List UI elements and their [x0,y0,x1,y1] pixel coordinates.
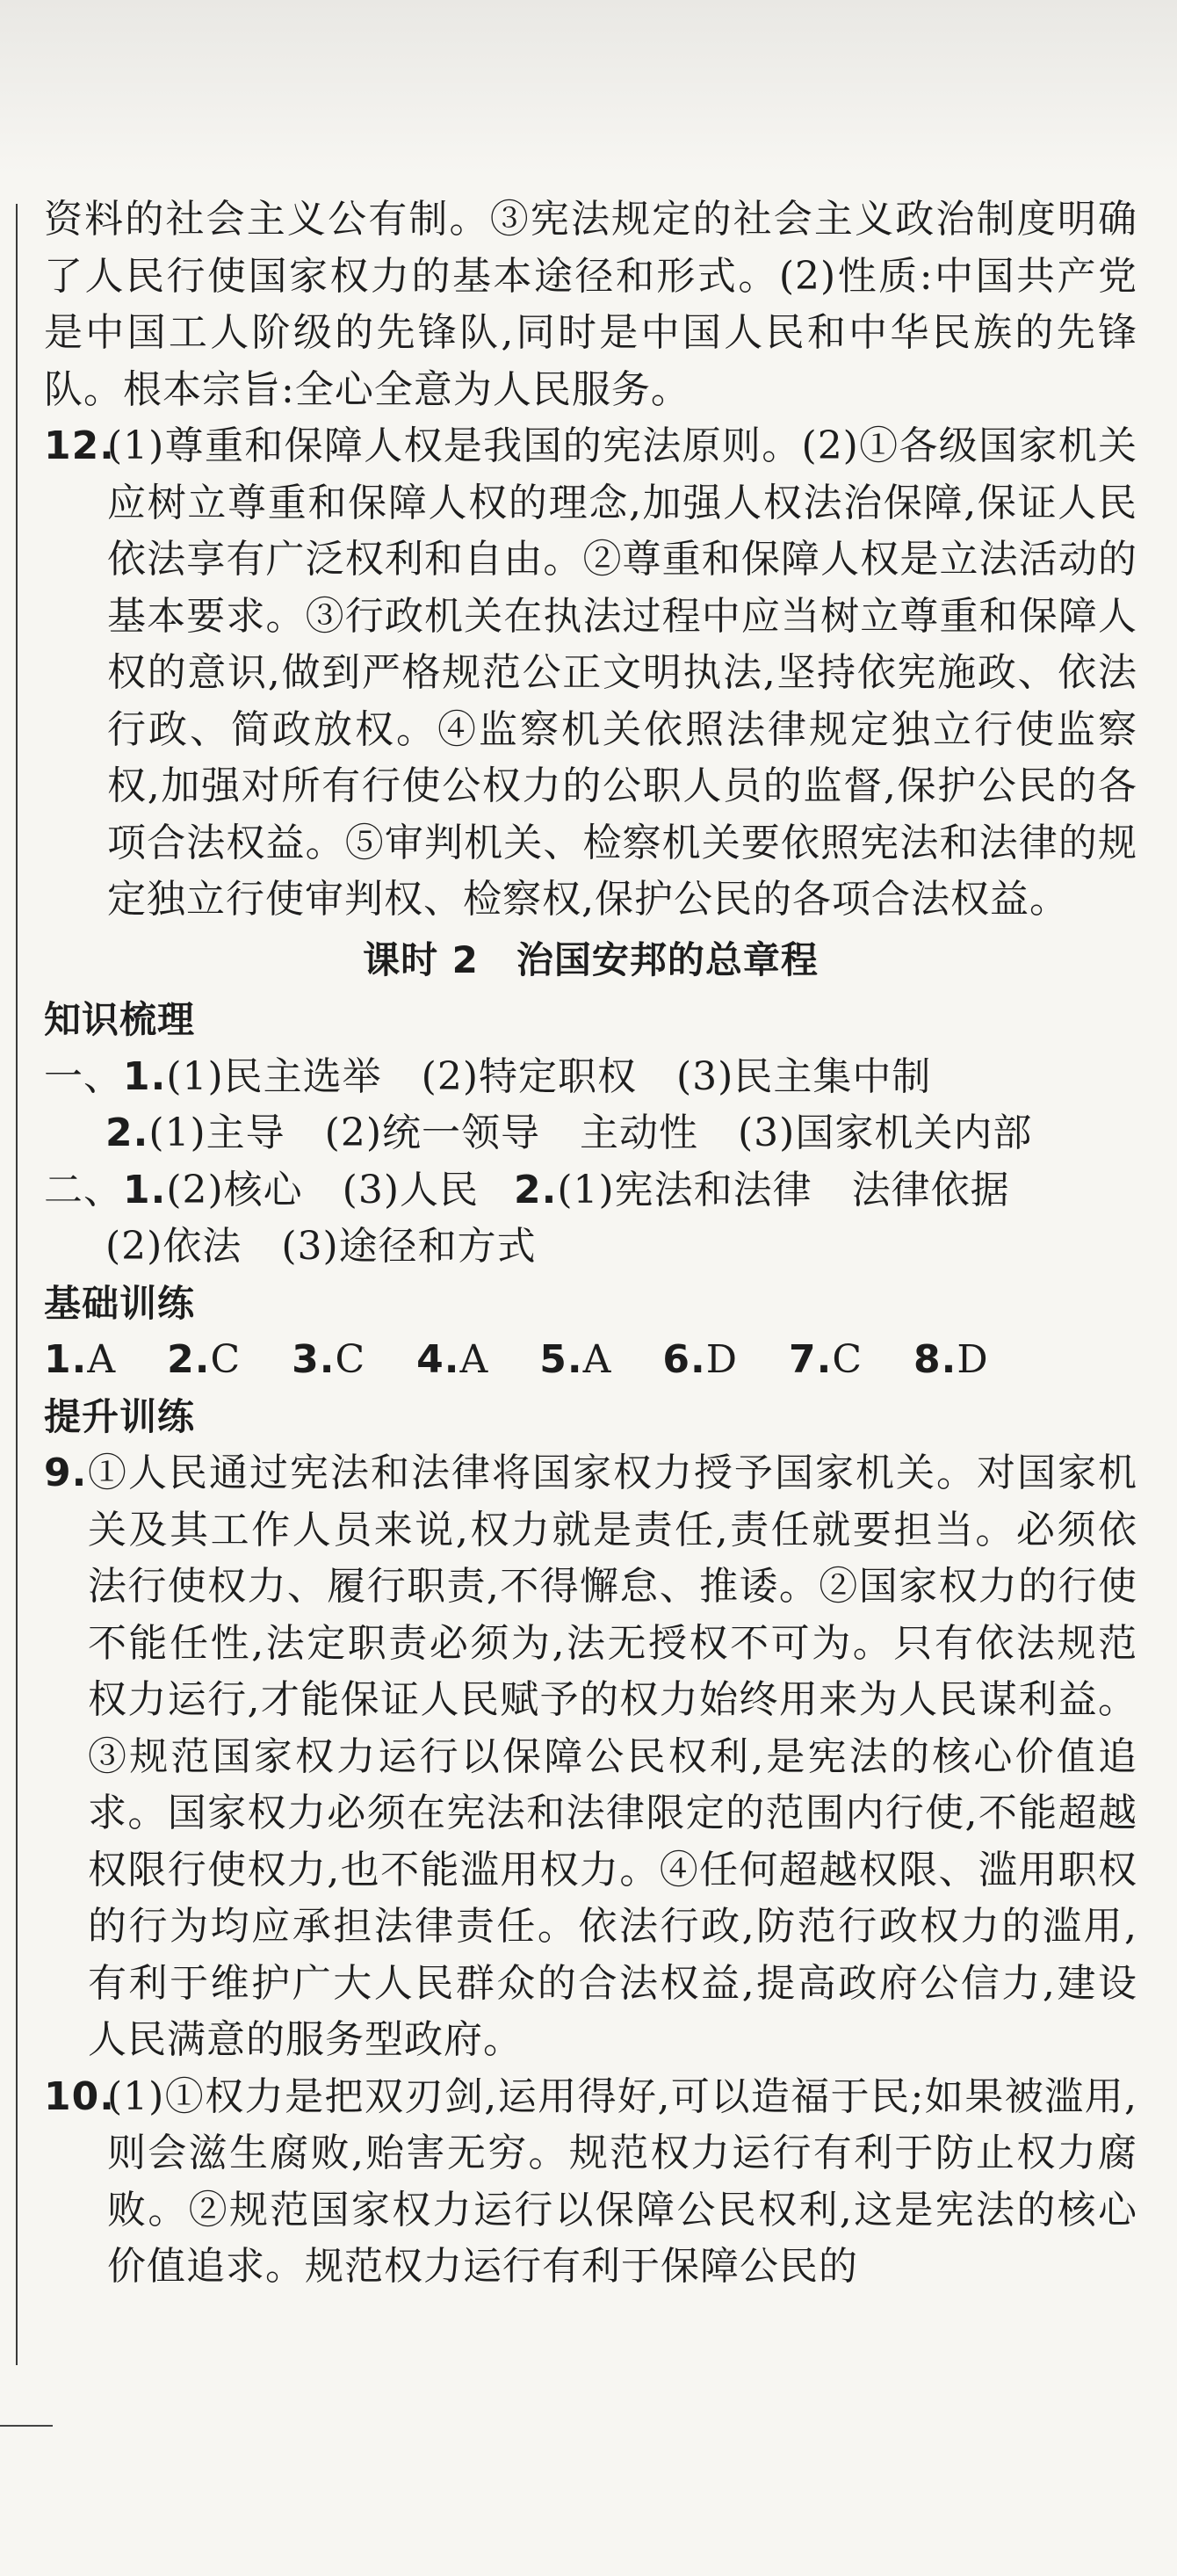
answer-item: 8.D [913,1337,989,1382]
footer-rule [0,2425,53,2427]
row-number: 1. [123,1167,167,1212]
answer-item: 1.A [44,1337,117,1382]
knowledge-row-3 [44,1162,1137,1219]
section-knowledge-title: 知识梳理 [44,998,196,1041]
question-number: 9. [44,1451,88,1495]
question-number: 10. [44,2073,115,2119]
row-text: (1)民主选举 (2)特定职权 (3)民主集中制 [166,1053,932,1099]
lesson-title: 课时 2 治国安邦的总章程 [363,937,819,981]
basic-answers [44,1332,1137,1389]
knowledge-row-1 [44,1049,1137,1106]
row-number: 1. [123,1053,167,1099]
row-prefix: 二、 [44,1167,123,1212]
question-answer: (1)①权力是把双刃剑,运用得好,可以造福于民;如果被滥用,则会滋生腐败,贻害无穷。规范权力运行有利于防止权力腐败。②规范国家权力运行以保障公民权利,这是宪法的核心价值追求。规范权力运行有利于保障公民的 [107,2073,1137,2289]
row-number: 2. [105,1111,149,1155]
answer-item: 5.A [539,1337,612,1382]
row-number-2: 2. [514,1167,558,1212]
question-12 [44,418,1137,929]
continuation-text: 资料的社会主义公有制。③宪法规定的社会主义政治制度明确了人民行使国家权力的基本途径和形式。(2)性质:中国共产党是中国工人阶级的先锋队,同时是中国人民和中华民族的先锋队。根本宗旨:全心全意为人民服务。 [44,197,1137,412]
row-prefix: 一、 [44,1053,123,1099]
question-answer: ①人民通过宪法和法律将国家权力授予国家机关。对国家机关及其工作人员来说,权力就是责任,责任就要担当。必须依法行使权力、履行职责,不得懈怠、推诿。②国家权力的行使不能任性,法定职责必须为,法无授权不可为。只有依法规范权力运行,才能保证人民赋予的权力始终用来为人民谋利益。③规范国家权力运行以保障公民权利,是宪法的核心价值追求。国家权力必须在宪法和法律限定的范围内行使,不能超越权限行使权力,也不能滥用权力。④任何超越权限、滥用职权的行为均应承担法律责任。依法行政,防范行政权力的滥用,有利于维护广大人民群众的合法权益,提高政府公信力,建设人民满意的服务型政府。 [88,1451,1137,2062]
top-shadow [0,0,1177,176]
answer-item: 7.C [789,1337,863,1382]
answer-item: 2.C [167,1337,242,1382]
question-number: 12. [44,423,115,468]
section-basic-title: 基础训练 [44,1281,196,1325]
row-text: (2)核心 (3)人民 [166,1167,479,1212]
answer-content [44,192,1137,2296]
knowledge-row-2 [44,1105,1137,1162]
answer-item: 6.D [662,1337,739,1382]
section-advanced-title: 提升训练 [44,1394,196,1438]
answer-item: 3.C [292,1337,366,1382]
question-10 [44,2069,1137,2296]
margin-rule [16,204,18,2365]
question-answer: (1)尊重和保障人权是我国的宪法原则。(2)①各级国家机关应树立尊重和保障人权的理念,加强人权法治保障,保证人民依法享有广泛权利和自由。②尊重和保障人权是立法活动的基本要求。③行政机关在执法过程中应当树立尊重和保障人权的意识,做到严格规范公正文明执法,坚持依宪施政、依法行政、简政放权。④监察机关依照法律规定独立行使监察权,加强对所有行使公权力的公职人员的监督,保护公民的各项合法权益。⑤审判机关、检察机关要依照宪法和法律的规定独立行使审判权、检察权,保护公民的各项合法权益。 [107,423,1137,922]
row-text: (1)主导 (2)统一领导 主动性 (3)国家机关内部 [148,1111,1033,1155]
row-text: (2)依法 (3)途径和方式 [105,1224,537,1269]
answer-item: 4.A [416,1337,489,1382]
question-9 [44,1445,1137,2069]
row-text-2: (1)宪法和法律 法律依据 [557,1167,1010,1212]
knowledge-row-4 [44,1219,1137,1276]
